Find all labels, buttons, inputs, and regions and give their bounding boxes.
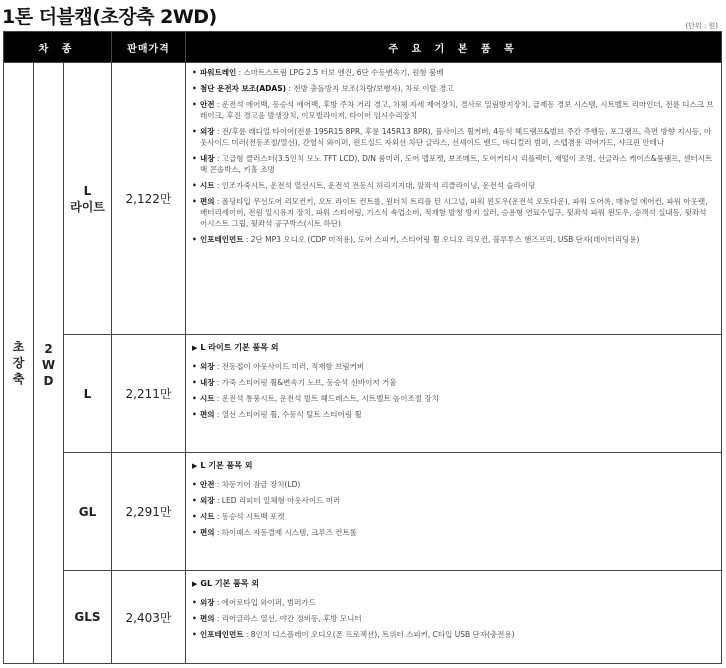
feature-cell xyxy=(186,571,722,664)
table-row xyxy=(4,571,722,664)
feature-item: • 편의 : 리어글라스 열선, 야간 정비등, 후방 모니터 xyxy=(192,613,715,624)
feature-item: • 편의 : 열선 스티어링 휠, 수동식 틸트 스티어링 휠 xyxy=(192,409,715,420)
table-row xyxy=(4,63,722,335)
trim-name: GL xyxy=(64,453,112,571)
triangle-icon: ▶ xyxy=(192,344,198,352)
table-row xyxy=(4,453,722,571)
feature-cell xyxy=(186,335,722,453)
trim-price: 2,291만 xyxy=(112,453,186,571)
price-spec-table xyxy=(3,31,722,664)
feature-item: • 첨단 운전자 보조(ADAS) : 전방 충돌방지 보조(차량/보행자), 차로 이탈 경고 xyxy=(192,83,715,94)
feature-item: • 외장 : LED 리피터 일체형 아웃사이드 미러 xyxy=(192,495,715,506)
trim-name: L xyxy=(64,335,112,453)
trim-name: L 라이트 xyxy=(64,63,112,335)
triangle-icon: ▶ xyxy=(192,462,198,470)
trim-name: GLS xyxy=(64,571,112,664)
page-title: 1톤 더블캡(초장축 2WD) xyxy=(2,6,217,28)
trim-price: 2,122만 xyxy=(112,63,186,335)
feature-item: • 시트 : 동승석 시트백 포켓 xyxy=(192,511,715,522)
feature-heading: ▶ L 라이트 기본 품목 외 xyxy=(192,343,279,352)
triangle-icon: ▶ xyxy=(192,580,198,588)
header-model: 차 종 xyxy=(4,32,112,63)
header-features: 주 요 기 본 품 목 xyxy=(186,32,722,63)
table-row xyxy=(4,335,722,453)
feature-item: • 인포테인먼트 : 2단 MP3 오디오 (CDP 미적용), 도어 스피커, 스티어링 휠 오디오 리모컨, 블루투스 핸즈프리, USB 단자(데이터리딩용) xyxy=(192,234,715,245)
drive-label: 2 W D xyxy=(34,63,64,664)
feature-item: • 외장 : 전동접이 아웃사이드 미러, 적재함 브림커버 xyxy=(192,361,715,372)
axle-label: 초 장 축 xyxy=(4,63,34,664)
feature-item: • 내장 : 가죽 스티어링 휠&변속기 노브, 동승석 선바이저 거울 xyxy=(192,377,715,388)
feature-item: • 안전 : 차동기어 잠금 장치(LD) xyxy=(192,479,715,490)
feature-item: • 안전 : 운전석 에어백, 동승석 에어백, 후방 주차 거리 경고, 차체 자세 제어장치, 경사로 밀림방지장치, 급제동 경보 시스템, 시트벨트 리마인더, 전륜 디스크 브레이크, 후진 경고음 발생장치, 이모빌라이저, 타이어 임시수리장치 xyxy=(192,99,715,121)
unit-note: (단위 : 원) xyxy=(685,22,718,30)
feature-item: • 시트 : 인조가죽시트, 운전석 열선시트, 운전석 전동식 허리지지대, 앞좌석 리클라이닝, 운전석 슬라이딩 xyxy=(192,180,715,191)
feature-item: • 인포테인먼트 : 8인치 디스플레이 오디오(폰 프로젝션), 트위터 스피커, C타입 USB 단자(충전용) xyxy=(192,629,715,640)
feature-item: • 외장 : 전/후륜 래디얼 타이어(전륜 195R15 8PR, 후륜 145R13 8PR), 풀사이즈 휠커버, 4등식 헤드램프&벌브 주간 주행등, 포그램프, 측면 방향 지시등, 아웃사이드 미러(전동조절/열선), 간헐식 와이퍼, 윈드실드 자외선 차단 글라스, 선셰이드 밴드, 바디컬러 범퍼, 스텝겸용 리어가드, 샤크핀 안테나 xyxy=(192,126,715,148)
feature-heading: ▶ L 기본 품목 외 xyxy=(192,461,253,470)
header-price: 판매가격 xyxy=(112,32,186,63)
feature-item: • 시트 : 운전석 통풍시트, 운전석 빌트 헤드레스트, 시트벨트 높이조절 장치 xyxy=(192,393,715,404)
feature-item: • 편의 : 하이패스 자동결제 시스템, 크루즈 컨트롤 xyxy=(192,527,715,538)
trim-price: 2,403만 xyxy=(112,571,186,664)
feature-cell xyxy=(186,63,722,335)
trim-price: 2,211만 xyxy=(112,335,186,453)
feature-item: • 편의 : 폴딩타입 무선도어 리모컨키, 오토 라이트 컨트롤, 원터치 트리플 턴 시그널, 파워 윈도우(운전석 오토다운), 파워 도어록, 매뉴얼 에어컨, 파워 아웃렛, 배터리세이버, 전원 일시유지 장치, 파워 스티어링, 기스식 쇽업소버, 적재함 발청 방지 실러, 승용형 연료수입구, 뒷좌석 파워 윈도우, 승객석 실내등, 뒷좌석 어시스트 그립, 뒷좌석 공구박스(시트 하단) xyxy=(192,196,715,229)
feature-item: • 파워트레인 : 스마트스트림 LPG 2.5 터보 엔진, 6단 수동변속기, 원형 붐베 xyxy=(192,67,715,78)
feature-cell xyxy=(186,453,722,571)
feature-heading: ▶ GL 기본 품목 외 xyxy=(192,579,260,588)
feature-item: • 내장 : 고급형 클러스터(3.5인치 모노 TFT LCD), D/N 룸미러, 도어 맵포켓, 보조매트, 도어커티시 리플렉터, 재떨이 조명, 선글라스 케이스&룸램프, 센터시트백 콘솔박스, 키홀 조명 xyxy=(192,153,715,175)
feature-item: • 외장 : 에어로타입 와이퍼, 범퍼가드 xyxy=(192,597,715,608)
